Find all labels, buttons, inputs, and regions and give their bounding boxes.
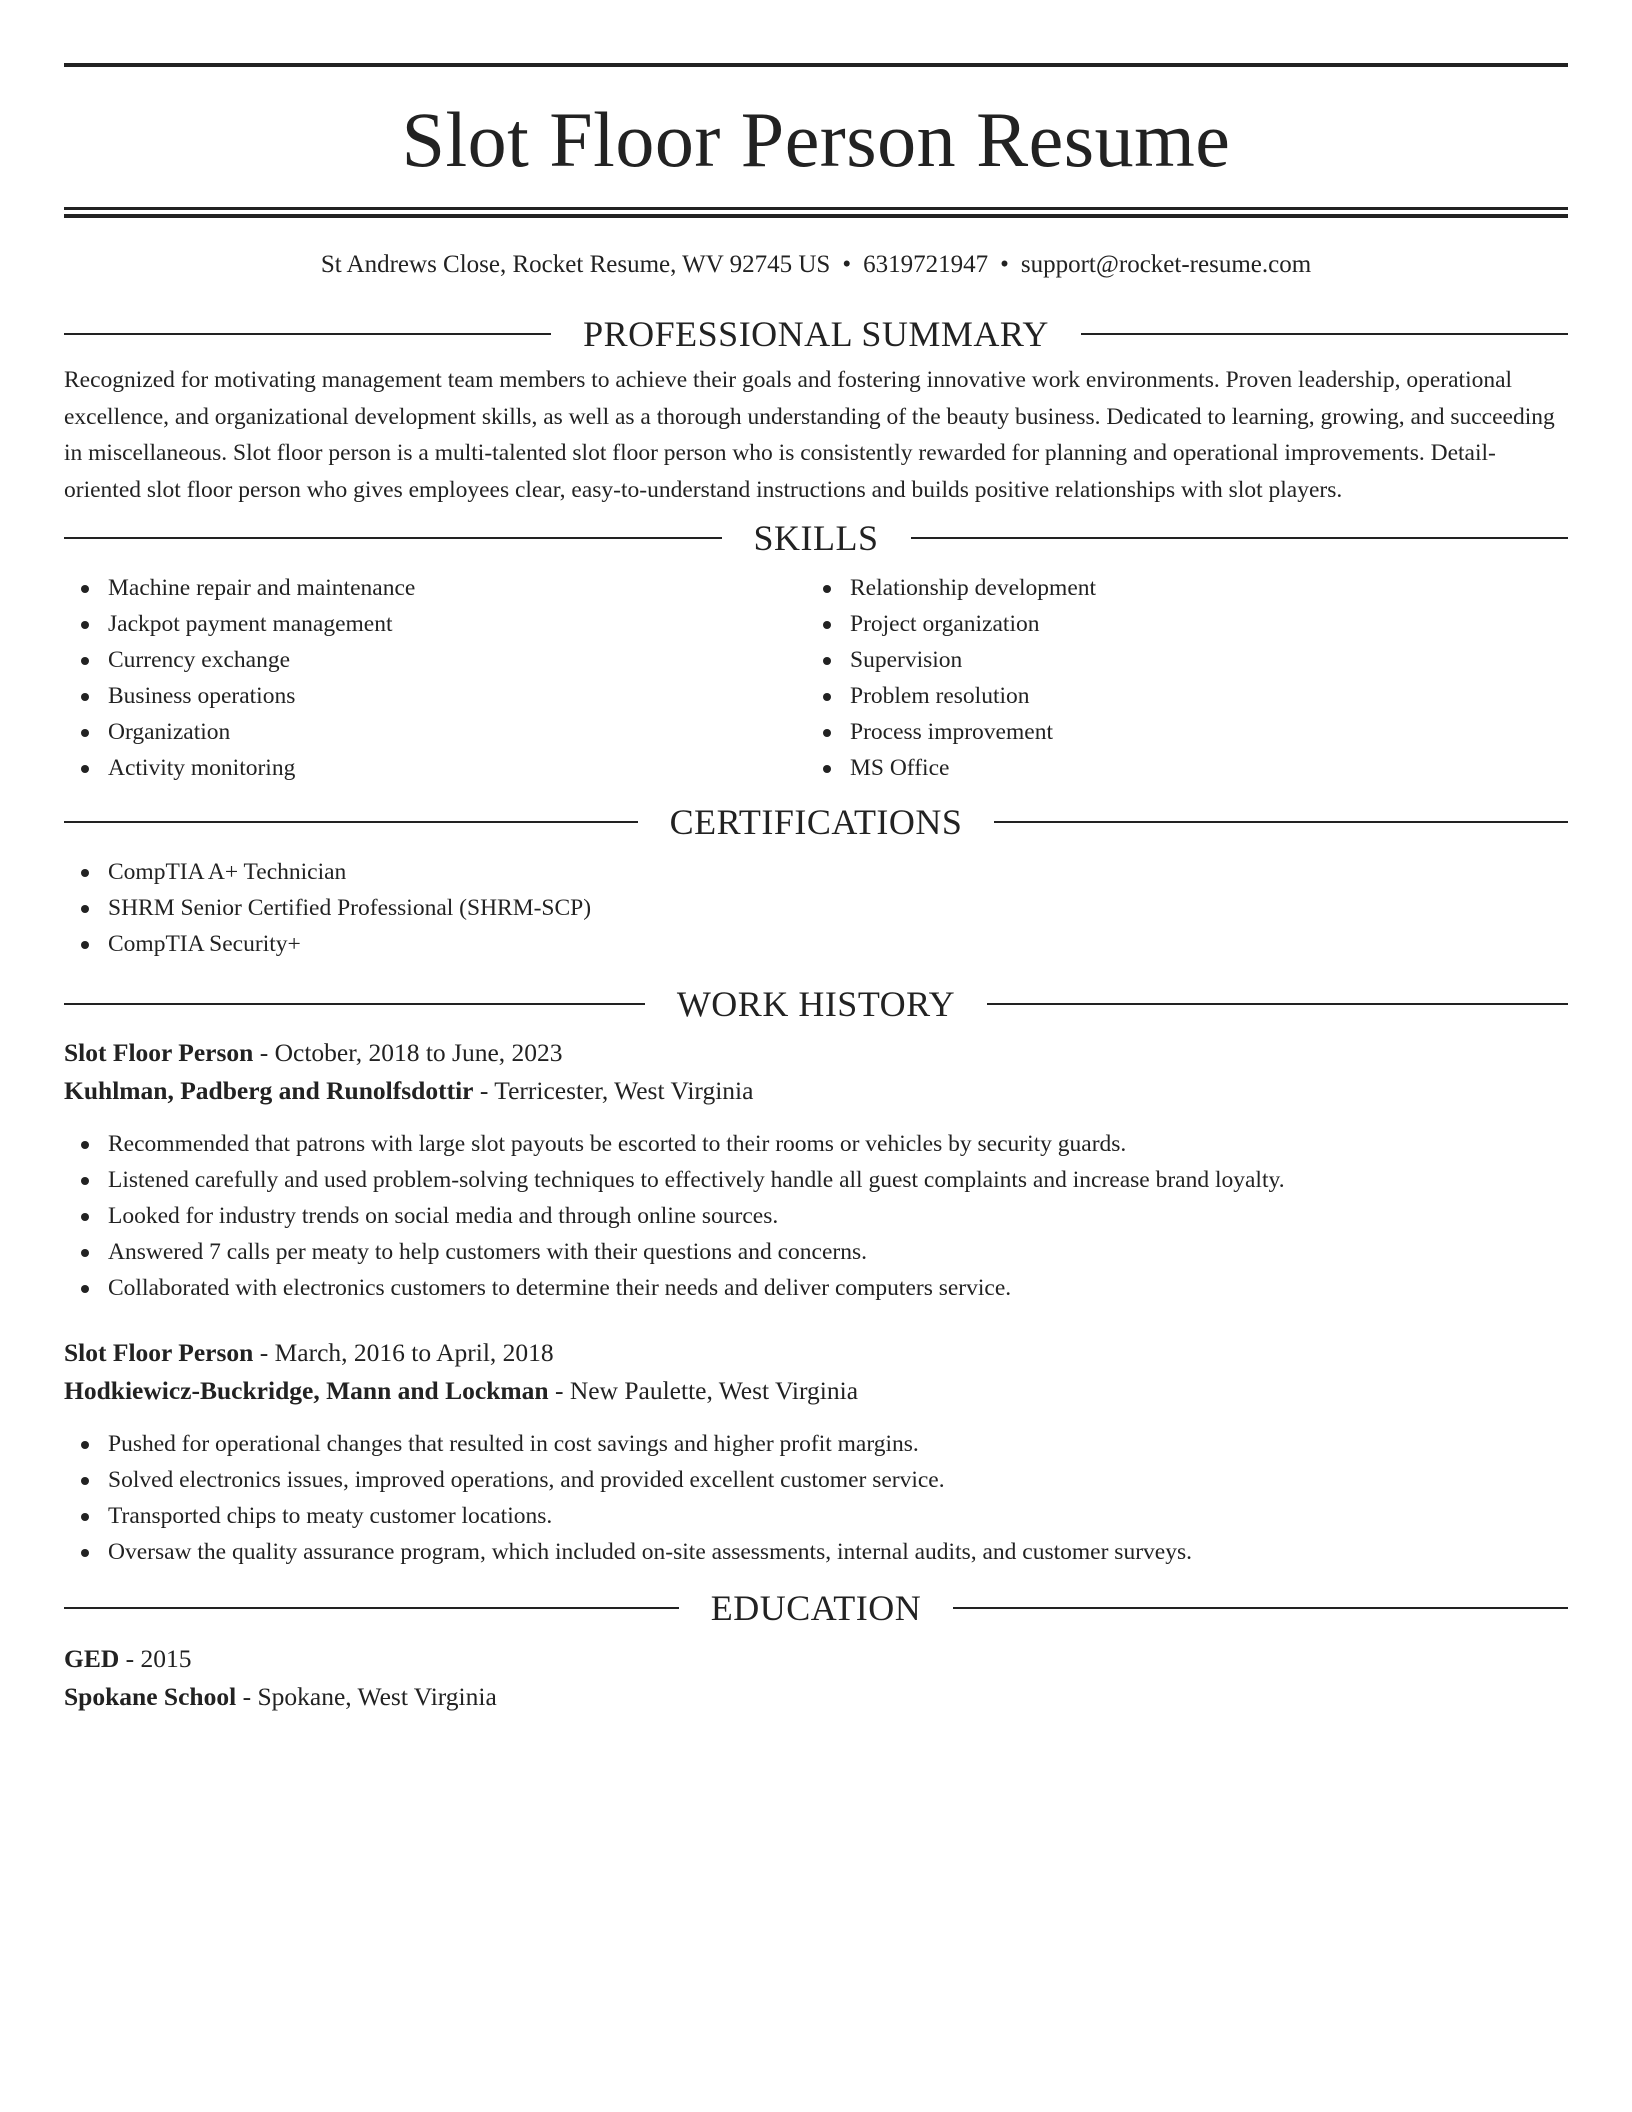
summary-heading: PROFESSIONAL SUMMARY xyxy=(583,314,1049,354)
certifications-heading: CERTIFICATIONS xyxy=(669,802,963,842)
title-double-rule xyxy=(64,207,1568,218)
contact-email: support@rocket-resume.com xyxy=(1020,251,1312,278)
job-bullets xyxy=(64,1426,1568,1570)
heading-rule xyxy=(64,1607,679,1609)
job-bullet: Looked for industry trends on social media and through online sources. xyxy=(64,1198,1568,1234)
certification-item: SHRM Senior Certified Professional (SHRM-SCP) xyxy=(64,890,1568,926)
certifications-heading-row xyxy=(64,802,1568,842)
skill-item: Supervision xyxy=(806,642,1548,678)
education-degree: GED xyxy=(64,1644,120,1673)
education-degree-line: GED - 2015 xyxy=(64,1644,192,1673)
education-heading: EDUCATION xyxy=(710,1588,922,1628)
heading-rule xyxy=(953,1607,1568,1609)
contact-separator: • xyxy=(842,251,852,278)
contact-phone: 6319721947 xyxy=(863,251,989,278)
skill-item: Relationship development xyxy=(806,570,1548,606)
summary-text: Recognized for motivating management team members to achieve their goals and fostering innovative work environments. Proven leadership, operational excellence, and organizational development skills, as well as a thorough understanding of the beauty business. Dedicated to learning, growing, and succeeding in miscellaneous. Slot floor person is a multi-talented slot floor person who is consistently rewarded for planning and operational improvements. Detail-oriented slot floor person who gives employees clear, easy-to-understand instructions and builds positive relationships with slot players. xyxy=(64,367,1555,503)
job-company-line: Hodkiewicz-Buckridge, Mann and Lockman - New Paulette, West Virginia xyxy=(64,1376,859,1405)
job-company: Hodkiewicz-Buckridge, Mann and Lockman xyxy=(64,1376,549,1405)
heading-rule xyxy=(994,821,1568,823)
education-location: Spokane, West Virginia xyxy=(257,1682,497,1711)
education-school-line: Spokane School - Spokane, West Virginia xyxy=(64,1682,497,1711)
top-rule xyxy=(64,63,1568,67)
skills-list xyxy=(64,570,1568,786)
heading-rule xyxy=(1081,333,1568,335)
job-bullets xyxy=(64,1126,1568,1306)
skill-item: Machine repair and maintenance xyxy=(64,570,806,606)
job-bullet: Pushed for operational changes that resulted in cost savings and higher profit margins. xyxy=(64,1426,1568,1462)
job-dates: October, 2018 to June, 2023 xyxy=(274,1038,563,1067)
skill-item: Activity monitoring xyxy=(64,750,806,786)
job-entry xyxy=(64,1034,1568,1306)
skill-item: Organization xyxy=(64,714,806,750)
certification-item: CompTIA A+ Technician xyxy=(64,854,1568,890)
skills-column-left xyxy=(64,570,806,786)
education-year: 2015 xyxy=(140,1644,192,1673)
summary-heading-row xyxy=(64,314,1568,354)
skill-item: Project organization xyxy=(806,606,1548,642)
heading-rule xyxy=(64,821,638,823)
skills-heading-row xyxy=(64,518,1568,558)
skill-item: Jackpot payment management xyxy=(64,606,806,642)
heading-rule xyxy=(64,537,722,539)
heading-rule xyxy=(64,333,551,335)
heading-rule xyxy=(911,537,1569,539)
heading-rule xyxy=(64,1003,645,1005)
job-bullet: Answered 7 calls per meaty to help customers with their questions and concerns. xyxy=(64,1234,1568,1270)
job-title-line: Slot Floor Person - March, 2016 to April, 2018 xyxy=(64,1338,554,1367)
job-bullet: Recommended that patrons with large slot payouts be escorted to their rooms or vehicles by security guards. xyxy=(64,1126,1568,1162)
job-company-line: Kuhlman, Padberg and Runolfsdottir - Terricester, West Virginia xyxy=(64,1076,754,1105)
skills-column-right xyxy=(806,570,1548,786)
job-bullet: Solved electronics issues, improved operations, and provided excellent customer service. xyxy=(64,1462,1568,1498)
contact-line xyxy=(64,250,1568,280)
job-title-line: Slot Floor Person - October, 2018 to June, 2023 xyxy=(64,1038,563,1067)
resume-title: Slot Floor Person Resume xyxy=(401,96,1231,183)
job-entry xyxy=(64,1334,1568,1570)
skills-heading: SKILLS xyxy=(753,518,879,558)
job-bullet: Listened carefully and used problem-solving techniques to effectively handle all guest complaints and increase brand loyalty. xyxy=(64,1162,1568,1198)
job-location: Terricester, West Virginia xyxy=(494,1076,754,1105)
job-bullet: Collaborated with electronics customers to determine their needs and deliver computers service. xyxy=(64,1270,1568,1306)
skill-item: MS Office xyxy=(806,750,1548,786)
resume-page xyxy=(64,63,1568,1716)
skill-item: Problem resolution xyxy=(806,678,1548,714)
contact-address: St Andrews Close, Rocket Resume, WV 92745 US xyxy=(320,251,831,278)
education-entry xyxy=(64,1640,1568,1716)
contact-separator: • xyxy=(1000,251,1009,278)
work-heading: WORK HISTORY xyxy=(676,984,956,1024)
job-bullet: Oversaw the quality assurance program, which included on-site assessments, internal audits, and customer surveys. xyxy=(64,1534,1568,1570)
job-bullet: Transported chips to meaty customer locations. xyxy=(64,1498,1568,1534)
skill-item: Currency exchange xyxy=(64,642,806,678)
certifications-list xyxy=(64,854,1568,962)
education-school: Spokane School xyxy=(64,1682,237,1711)
job-dates: March, 2016 to April, 2018 xyxy=(274,1338,554,1367)
education-heading-row xyxy=(64,1588,1568,1628)
certification-item: CompTIA Security+ xyxy=(64,926,1568,962)
job-title: Slot Floor Person xyxy=(64,1338,254,1367)
heading-rule xyxy=(987,1003,1568,1005)
job-location: New Paulette, West Virginia xyxy=(569,1376,859,1405)
skill-item: Business operations xyxy=(64,678,806,714)
job-company: Kuhlman, Padberg and Runolfsdottir xyxy=(64,1076,474,1105)
skill-item: Process improvement xyxy=(806,714,1548,750)
job-title: Slot Floor Person xyxy=(64,1038,254,1067)
work-heading-row xyxy=(64,984,1568,1024)
